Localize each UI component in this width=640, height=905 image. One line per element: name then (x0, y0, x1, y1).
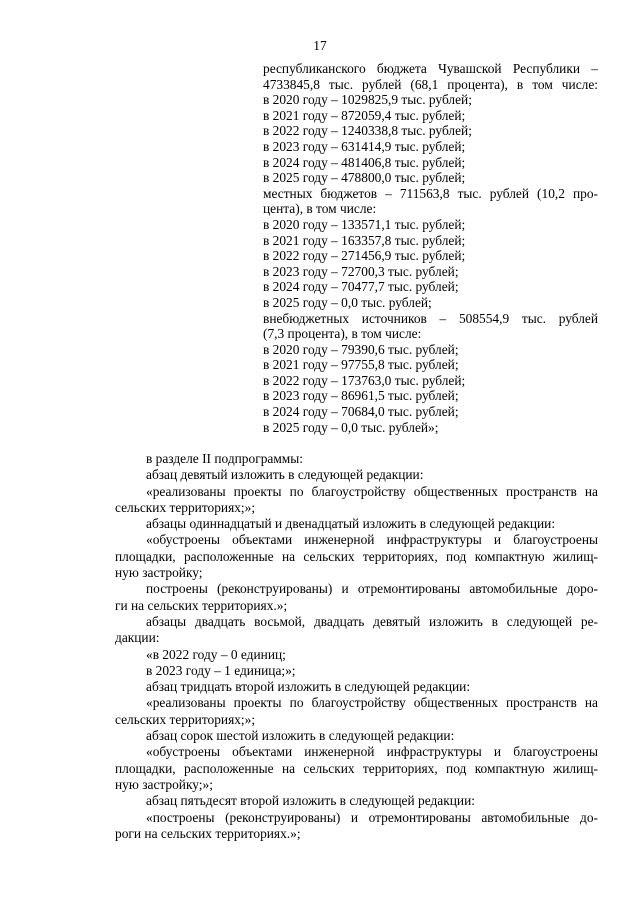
amendment-text-line: ги на сельских территориях.»; (115, 597, 288, 613)
amendment-text-line: абзацы одиннадцатый и двенадцатый изложить в следующей редакции: (146, 516, 556, 532)
financing-text-line: местных бюджетов – 711563,8 тыс. рублей (10,2 про- (263, 185, 598, 201)
amendment-text-line: построены (реконструированы) и отремонтированы автомобильные доро- (146, 581, 598, 597)
financing-text-line: в 2024 году – 70684,0 тыс. рублей; (263, 404, 459, 420)
financing-text-line: в 2023 году – 72700,3 тыс. рублей; (263, 263, 459, 279)
financing-text-line: внебюджетных источников – 508554,9 тыс. рублей (263, 310, 598, 326)
amendment-text-line: «обустроены объектами инженерной инфраструктуры и благоустроены (146, 744, 598, 760)
financing-text-line: в 2023 году – 631414,9 тыс. рублей; (263, 138, 466, 154)
financing-text-line: в 2025 году – 478800,0 тыс. рублей; (263, 170, 466, 186)
amendment-text-line: абзац сорок шестой изложить в следующей редакции: (146, 728, 455, 744)
amendment-text-line: роги на сельских территориях.»; (115, 825, 301, 841)
amendment-text-line: площадки, расположенные на сельских территориях, под компактную жилищ- (115, 760, 598, 776)
amendment-text-line: «в 2022 году – 0 единиц; (146, 646, 286, 662)
amendment-text-line: сельских территориях;»; (115, 711, 256, 727)
amendment-text-line: ную застройку; (115, 565, 203, 581)
amendment-text-line: ную застройку;»; (115, 776, 213, 792)
amendment-text-line: в разделе II подпрограммы: (146, 451, 303, 466)
financing-text-line: (7,3 процента), в том числе: (263, 326, 422, 342)
financing-text-line: в 2024 году – 70477,7 тыс. рублей; (263, 279, 459, 295)
financing-text-line: в 2023 году – 86961,5 тыс. рублей; (263, 388, 459, 404)
amendments-text-block (115, 451, 598, 842)
financing-text-line: в 2020 году – 1029825,9 тыс. рублей; (263, 92, 472, 108)
amendment-text-line: сельских территориях;»; (115, 499, 256, 515)
financing-text-line: в 2025 году – 0,0 тыс. рублей»; (263, 419, 439, 435)
financing-text-line: в 2020 году – 79390,6 тыс. рублей; (263, 341, 459, 357)
amendment-text-line: в 2023 году – 1 единица;»; (146, 662, 296, 678)
amendment-text-line: абзац тридцать второй изложить в следующей редакции: (146, 679, 471, 695)
amendment-text-line: площадки, расположенные на сельских территориях, под компактную жилищ- (115, 548, 598, 564)
amendment-text-line: абзац девятый изложить в следующей редакции: (146, 467, 424, 483)
amendment-text-line: «обустроены объектами инженерной инфраструктуры и благоустроены (146, 532, 598, 548)
financing-text-line: цента), в том числе: (263, 201, 377, 217)
financing-text-line: 4733845,8 тыс. рублей (68,1 процента), в том числе: (263, 76, 598, 92)
financing-text-line: в 2022 году – 173763,0 тыс. рублей; (263, 372, 466, 388)
financing-text-line: в 2025 году – 0,0 тыс. рублей; (263, 294, 432, 310)
financing-text-line: республиканского бюджета Чувашской Республики – (263, 61, 598, 76)
amendment-text-line: абзацы двадцать восьмой, двадцать девятый изложить в следующей ре- (146, 613, 598, 629)
amendment-text-line: «реализованы проекты по благоустройству общественных пространств на (146, 695, 598, 711)
financing-text-line: в 2021 году – 163357,8 тыс. рублей; (263, 232, 466, 248)
financing-amounts-block (263, 61, 598, 435)
financing-text-line: в 2024 году – 481406,8 тыс. рублей; (263, 154, 466, 170)
financing-text-line: в 2021 году – 872059,4 тыс. рублей; (263, 107, 466, 123)
page-number: 17 (313, 38, 327, 53)
financing-text-line: в 2021 году – 97755,8 тыс. рублей; (263, 357, 459, 373)
amendment-text-line: «реализованы проекты по благоустройству общественных пространств на (146, 483, 598, 499)
amendment-text-line: абзац пятьдесят второй изложить в следующей редакции: (146, 793, 475, 809)
amendment-text-line: дакции: (115, 630, 160, 646)
financing-text-line: в 2022 году – 271456,9 тыс. рублей; (263, 248, 466, 264)
amendment-text-line: «построены (реконструированы) и отремонтированы автомобильные до- (146, 809, 598, 825)
financing-text-line: в 2020 году – 133571,1 тыс. рублей; (263, 216, 466, 232)
financing-text-line: в 2022 году – 1240338,8 тыс. рублей; (263, 123, 472, 139)
